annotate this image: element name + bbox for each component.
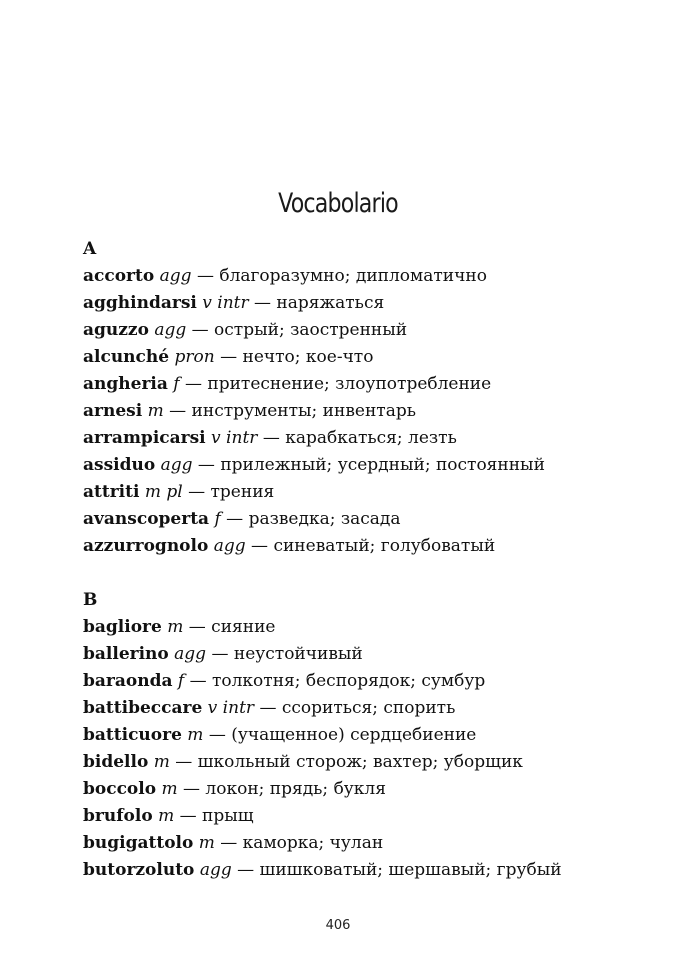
entry-definition: — разведка; засада [226,509,401,529]
entry-grammar: f [177,671,185,691]
entry-definition: — школьный сторож; вахтер; уборщик [175,752,523,772]
entry-grammar: m pl [144,482,183,502]
entry-arnesi [83,398,653,425]
entry-baraonda [83,668,653,695]
entry-term: bugigattolo [83,833,194,853]
entry-butorzoluto [83,857,653,884]
entry-arrampicarsi [83,425,653,452]
entry-accorto [83,263,653,290]
entry-brufolo [83,803,653,830]
page-number: 406 [325,918,351,933]
entry-definition: — каморка; чулан [220,833,384,853]
entry-grammar: agg [199,860,232,880]
entry-term: bagliore [83,617,162,637]
entry-definition: — толкотня; беспорядок; сумбур [189,671,486,691]
entry-term: alcunché [83,347,170,367]
entry-grammar: m [167,617,184,637]
entry-alcunche [83,344,653,371]
entry-definition: — неустойчивый [211,644,363,664]
section-letter: B [83,590,98,610]
entry-ballerino [83,641,653,668]
entry-grammar: agg [154,320,187,340]
entry-definition: — прилежный; усердный; постоянный [197,455,545,475]
entry-term: arrampicarsi [83,428,206,448]
entry-term: butorzoluto [83,860,195,880]
section-a [83,236,653,560]
entry-definition: — наряжаться [254,293,385,313]
entry-definition: — карабкаться; лезть [262,428,457,448]
entry-definition: — ссориться; спорить [259,698,456,718]
entry-avanscoperta [83,506,653,533]
entry-grammar: f [214,509,221,529]
entry-grammar: m [198,833,215,853]
entry-term: boccolo [83,779,157,799]
entry-grammar: agg [213,536,246,556]
page-title: Vocabolario [278,188,398,219]
entry-definition: — прыщ [179,806,254,826]
entry-grammar: m [187,725,204,745]
entry-term: battibeccare [83,698,203,718]
entry-definition: — (учащенное) сердцебиение [208,725,477,745]
section-letter: A [83,239,97,259]
entry-grammar: f [173,374,180,394]
entry-bagliore [83,614,653,641]
entry-term: accorto [83,266,155,286]
entry-batticuore [83,722,653,749]
entry-grammar: v intr [207,698,255,718]
entry-grammar: agg [174,644,207,664]
entry-term: ballerino [83,644,169,664]
entry-grammar: m [147,401,164,421]
entry-agghindarsi [83,290,653,317]
entry-definition: — шишковатый; шершавый; грубый [237,860,562,880]
entry-azzurrognolo [83,533,653,560]
entry-definition: — трения [188,482,275,502]
entry-term: angheria [83,374,168,394]
entry-definition: — сияние [188,617,276,637]
entry-term: avanscoperta [83,509,210,529]
entry-grammar: m [161,779,178,799]
section-b [83,587,653,884]
entry-term: attriti [83,482,140,502]
entry-aguzzo [83,317,653,344]
entry-grammar: agg [159,266,192,286]
entry-term: azzurrognolo [83,536,209,556]
entry-definition: — нечто; кое-что [220,347,374,367]
entry-definition: — инструменты; инвентарь [169,401,416,421]
entry-grammar: v intr [202,293,249,313]
entry-battibeccare [83,695,653,722]
entry-attriti [83,479,653,506]
entry-term: bidello [83,752,149,772]
entry-term: agghindarsi [83,293,197,313]
entry-angheria [83,371,653,398]
entry-term: arnesi [83,401,143,421]
entry-term: batticuore [83,725,182,745]
entry-grammar: v intr [211,428,258,448]
entry-grammar: pron [174,347,215,367]
entry-grammar: m [158,806,175,826]
entry-definition: — притеснение; злоупотребление [184,374,492,394]
entry-assiduo [83,452,653,479]
entry-grammar: agg [160,455,193,475]
entry-definition: — благоразумно; дипломатично [196,266,487,286]
entry-term: brufolo [83,806,153,826]
entry-term: aguzzo [83,320,149,340]
entry-definition: — синеватый; голубоватый [251,536,496,556]
entry-term: baraonda [83,671,173,691]
entry-bugigattolo [83,830,653,857]
entry-bidello [83,749,653,776]
entry-boccolo [83,776,653,803]
entry-definition: — локон; прядь; букля [183,779,386,799]
entry-term: assiduo [83,455,156,475]
entry-definition: — острый; заостренный [191,320,408,340]
entry-grammar: m [153,752,170,772]
